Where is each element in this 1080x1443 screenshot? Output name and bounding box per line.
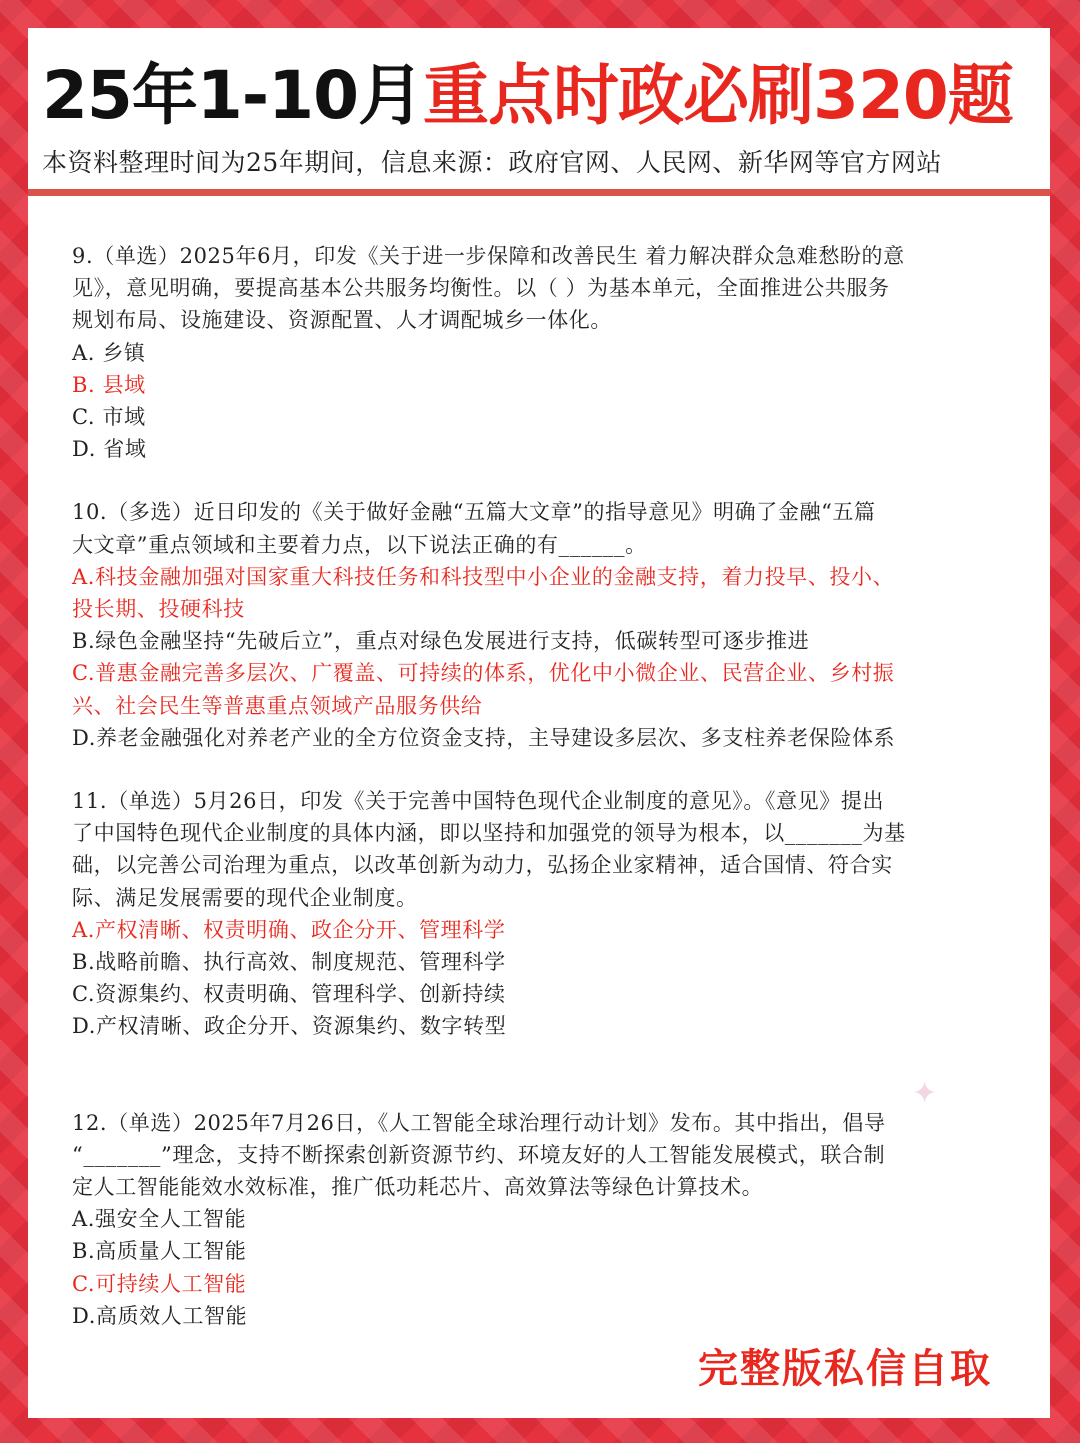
question-9 xyxy=(72,240,1002,465)
option-d: D.养老金融强化对养老产业的全方位资金支持，主导建设多层次、多支柱养老保险体系 xyxy=(72,725,896,750)
option-c: C. 市域 xyxy=(72,405,146,430)
question-11 xyxy=(72,785,1002,1043)
document-card xyxy=(28,28,1050,1418)
option-b: B.高质量人工智能 xyxy=(72,1239,247,1264)
question-stem-line: “_______”理念，支持不断探索创新资源节约、环境友好的人工智能发展模式，联合制 xyxy=(72,1142,886,1167)
question-stem-line: 12.（单选）2025年7月26日，《人工智能全球治理行动计划》发布。其中指出，倡导 xyxy=(72,1110,886,1135)
option-a-correct: A.科技金融加强对国家重大科技任务和科技型中小企业的金融支持，着力投早、投小、 xyxy=(72,564,895,589)
question-stem-line: 见》，意见明确，要提高基本公共服务均衡性。以（ ）为基本单元，全面推进公共服务 xyxy=(72,276,890,301)
option-d: D.产权清晰、政企分开、资源集约、数字转型 xyxy=(72,1014,507,1039)
title-topic: 重点时政必刷320题 xyxy=(423,57,1013,134)
question-stem-line: 11.（单选）5月26日，印发《关于完善中国特色现代企业制度的意见》。《意见》提出 xyxy=(72,789,885,814)
question-stem-line: 规划布局、设施建设、资源配置、人才调配城乡一体化。 xyxy=(72,308,612,333)
question-stem-line: 大文章”重点领域和主要着力点，以下说法正确的有______。 xyxy=(72,532,647,557)
question-stem-line: 10.（多选）近日印发的《关于做好金融“五篇大文章”的指导意见》明确了金融“五篇 xyxy=(72,500,876,525)
option-b-correct: B. 县域 xyxy=(72,372,146,397)
page-title xyxy=(42,54,1013,138)
header xyxy=(28,28,1050,196)
option-b: B.绿色金融坚持“先破后立”，重点对绿色发展进行支持，低碳转型可逐步推进 xyxy=(72,629,810,654)
option-a: A.强安全人工智能 xyxy=(72,1207,247,1232)
option-a-correct: A.产权清晰、权责明确、政企分开、管理科学 xyxy=(72,917,506,942)
footer-cta: 完整版私信自取 xyxy=(698,1345,992,1392)
page-subtitle: 本资料整理时间为25年期间，信息来源：政府官网、人民网、新华网等官方网站 xyxy=(42,148,942,177)
option-d: D. 省域 xyxy=(72,437,147,462)
option-c: C.资源集约、权责明确、管理科学、创新持续 xyxy=(72,982,506,1007)
option-c-correct-cont: 兴、社会民生等普惠重点领域产品服务供给 xyxy=(72,693,483,718)
title-date-range: 25年1-10月 xyxy=(42,57,424,134)
sparkle-icon: ✦ xyxy=(912,1076,938,1111)
header-divider xyxy=(28,189,1050,196)
question-stem-line: 础，以完善公司治理为重点，以改革创新为动力，弘扬企业家精神，适合国情、符合实 xyxy=(72,853,893,878)
question-10 xyxy=(72,496,1002,754)
question-stem-line: 定人工智能能效水效标准，推广低功耗芯片、高效算法等绿色计算技术。 xyxy=(72,1175,764,1200)
option-a: A. 乡镇 xyxy=(72,340,146,365)
option-c-correct: C.普惠金融完善多层次、广覆盖、可持续的体系，优化中小微企业、民营企业、乡村振 xyxy=(72,661,895,686)
question-stem-line: 9.（单选）2025年6月，印发《关于进一步保障和改善民生 着力解决群众急难愁盼的意 xyxy=(72,244,905,268)
question-stem-line: 际、满足发展需要的现代企业制度。 xyxy=(72,885,418,910)
question-12 xyxy=(72,1107,1002,1332)
option-a-correct-cont: 投长期、投硬科技 xyxy=(72,597,245,622)
question-stem-line: 了中国特色现代企业制度的具体内涵，即以坚持和加强党的领导为根本，以_______为基 xyxy=(72,821,906,846)
option-b: B.战略前瞻、执行高效、制度规范、管理科学 xyxy=(72,950,506,975)
question-list xyxy=(72,240,1002,1332)
option-d: D.高质效人工智能 xyxy=(72,1303,248,1328)
option-c-correct: C.可持续人工智能 xyxy=(72,1271,247,1296)
